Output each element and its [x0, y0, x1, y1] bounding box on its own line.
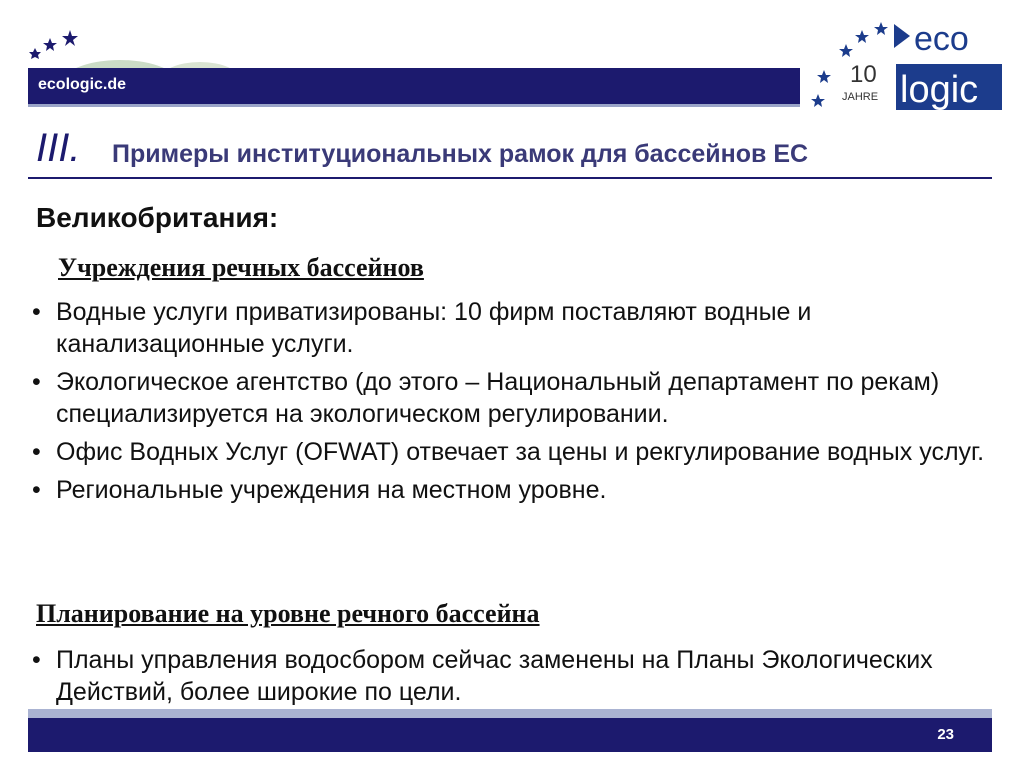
footer-bar: [28, 718, 992, 752]
logo-years-word: JAHRE: [842, 91, 879, 103]
logo-word-logic: logic: [900, 69, 979, 111]
list-item: [30, 644, 990, 708]
list-item-text: Планы управления водосбором сейчас заменены на Планы Экологических Действий, более широкие по цели.: [56, 646, 933, 706]
subheading-river-basin-planning: Планирование на уровне речного бассейна: [36, 599, 540, 628]
list-item-text: Региональные учреждения на местном уровне.: [56, 476, 607, 504]
list-item: [30, 296, 990, 360]
bullet-icon: •: [32, 368, 41, 396]
list-item: [30, 436, 990, 468]
svg-text:eco: eco: [914, 20, 969, 58]
ecologic-logo: [806, 14, 1006, 114]
header-bar: [28, 68, 800, 104]
list-item: [30, 366, 990, 430]
list-item-text: Офис Водных Услуг (OFWAT) отвечает за цены и рекгулирование водных услуг.: [56, 438, 985, 466]
bullet-icon: •: [32, 438, 41, 466]
globe-stars-decoration: [0, 0, 360, 70]
section-number: III.: [36, 126, 81, 170]
country-heading: Великобритания:: [36, 202, 279, 233]
list-item: [30, 474, 990, 506]
site-url[interactable]: ecologic.de: [38, 76, 127, 93]
subheading-river-basin-institutions: Учреждения речных бассейнов: [58, 253, 424, 282]
header-underline: [28, 104, 800, 107]
list-item-text: Экологическое агентство (до этого – Национальный департамент по рекам) специализируется на экологическом регулировании.: [56, 368, 940, 428]
page-number: 23: [937, 726, 954, 743]
footer-accent: [28, 709, 992, 718]
list-item-text: Водные услуги приватизированы: 10 фирм поставляют водные и канализационные услуги.: [56, 298, 812, 358]
slide-title: Примеры институциональных рамок для бассейнов ЕС: [112, 140, 809, 168]
title-divider: [28, 177, 992, 179]
bullet-icon: •: [32, 646, 41, 674]
bullet-list-planning: [30, 644, 990, 714]
bullet-icon: •: [32, 298, 41, 326]
bullet-list-institutions: [30, 296, 990, 512]
bullet-icon: •: [32, 476, 41, 504]
logo-years: 10: [850, 61, 877, 88]
